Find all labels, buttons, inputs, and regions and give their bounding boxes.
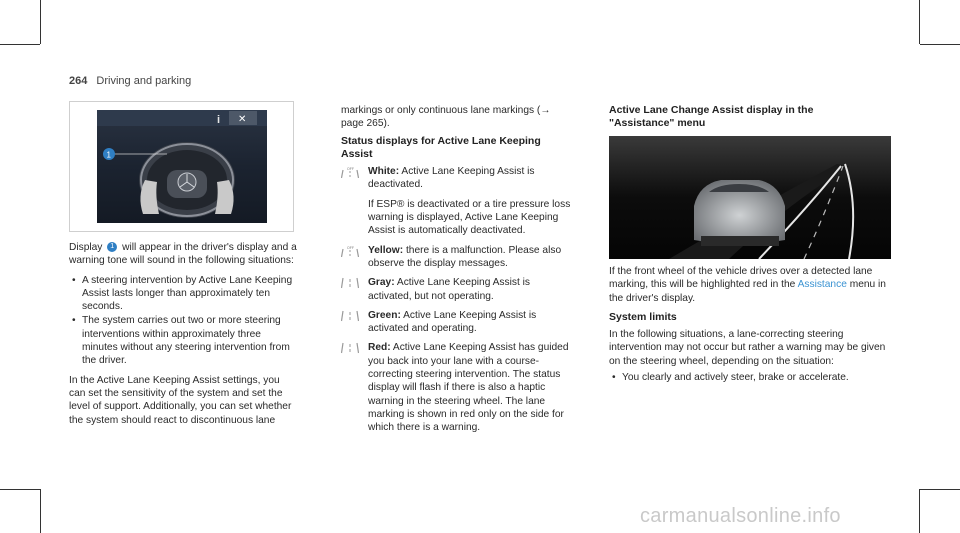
page-header [69,75,191,87]
road-illustration [609,136,891,259]
crop-mark [0,44,40,45]
intro-text: will appear in the driver's display and a warning tone will sound in the following situations: [69,242,297,267]
status-text: Active Lane Keeping Assist is deactivated. [368,166,535,191]
crop-mark [40,0,41,44]
lane-assist-icon [341,342,359,354]
close-icon: ✕ [238,114,247,125]
lane-assist-off-icon [341,245,359,257]
status-red [341,341,571,434]
driver-display-illustration [97,110,267,223]
list-item: • You clearly and actively steer, brake or accelerate. [609,371,894,384]
list-item: • The system carries out two or more steering interventions within approximately three minutes without any steering intervention from the driver. [69,314,297,367]
crop-mark [40,489,41,533]
intro-text: Display [69,242,103,253]
status-label: Red: [368,342,391,354]
assistance-menu-link[interactable]: Assistance [797,279,847,291]
crop-mark [920,489,960,490]
status-label: Green: [368,309,401,321]
status-text: there is a malfunction. Please also observe the display messages. [368,244,562,269]
intro-paragraph [69,241,297,268]
column-3 [609,104,894,135]
lane-marking-paragraph [609,265,894,305]
callout-number: 1 [106,150,111,160]
system-limits-heading: System limits [609,310,677,323]
status-gray [341,276,571,303]
lane-change-road-image [609,136,891,259]
crop-mark [919,0,920,44]
crop-mark [920,44,960,45]
status-label: Yellow: [368,244,404,256]
status-text: If ESP® is deactivated or a tire pressure loss warning is displayed, Active Lane Keeping Assist is automatically deactivated. [368,198,571,237]
svg-text:OFF: OFF [347,245,354,250]
column-3-body [609,265,894,390]
section-title: Driving and parking [96,75,192,87]
limits-list [609,371,894,384]
page-number: 264 [69,75,88,87]
steering-wheel-figure [69,101,294,232]
status-note [341,198,571,238]
status-label: Gray: [368,277,395,289]
status-text: Active Lane Keeping Assist is activated, but not operating. [368,277,530,302]
settings-paragraph: In the Active Lane Keeping Assist settings, you can set the sensitivity of the system and set the level of support. Additionally, you can set whether the system should react to discontinuous lane [69,374,292,426]
lane-assist-off-icon [341,166,359,178]
crop-mark [0,489,40,490]
info-icon: i [217,114,221,126]
status-label: White: [368,166,400,178]
list-item: • A steering intervention by Active Lane Keeping Assist lasts longer than approximately ten seconds. [69,274,297,314]
status-white [341,165,571,192]
lane-assist-icon [341,277,359,289]
situation-list [69,274,297,368]
crop-mark [919,489,920,533]
column-1 [69,241,297,433]
system-limits-paragraph: In the following situations, a lane-correcting steering intervention may not occur but rather a warning may be given on the steering wheel, depending on the situation: [609,329,886,367]
column-2 [341,104,571,441]
continued-paragraph: markings or only continuous lane markings (→ page 265). [341,105,551,130]
watermark: carmanualsonline.info [640,505,841,527]
status-yellow [341,244,571,271]
status-heading: Status displays for Active Lane Keeping Assist [341,134,541,160]
callout-badge: 1 [107,242,117,252]
status-text: Active Lane Keeping Assist has guided you back into your lane with a course-correcting steering intervention. The status display will flash if there is also a haptic warning in the steering wheel. The lane marking is shown in red only on the side for which there is a warning. [368,342,569,434]
status-green [341,309,571,336]
status-text: Active Lane Keeping Assist is activated and operating. [368,309,537,335]
svg-text:OFF: OFF [347,167,354,172]
assistance-display-heading: Active Lane Change Assist display in the "Assistance" menu [609,104,814,130]
lane-assist-icon [341,310,359,322]
paragraph-text: If the front wheel of the vehicle drives over a detected lane marking, this will be highlighted red in the [609,266,873,291]
paragraph-text: menu in the driver's display. [609,279,886,304]
steering-wheel-graphic [97,110,267,223]
